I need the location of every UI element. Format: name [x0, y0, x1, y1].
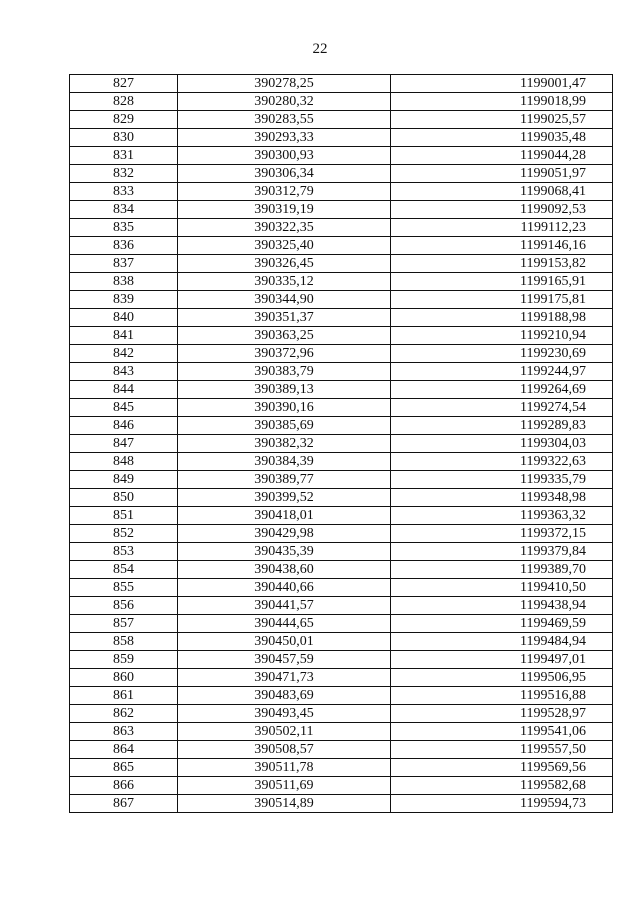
point-number-cell: 844	[70, 381, 178, 399]
x-coordinate-cell: 390306,34	[178, 165, 391, 183]
point-number-cell: 847	[70, 435, 178, 453]
y-coordinate-cell: 1199410,50	[391, 579, 613, 597]
point-number-cell: 850	[70, 489, 178, 507]
point-number-cell: 848	[70, 453, 178, 471]
x-coordinate-cell: 390493,45	[178, 705, 391, 723]
point-number-cell: 835	[70, 219, 178, 237]
x-coordinate-cell: 390435,39	[178, 543, 391, 561]
point-number-cell: 830	[70, 129, 178, 147]
x-coordinate-cell: 390438,60	[178, 561, 391, 579]
point-number-cell: 828	[70, 93, 178, 111]
table-row	[70, 471, 613, 489]
point-number-cell: 861	[70, 687, 178, 705]
table-row	[70, 129, 613, 147]
y-coordinate-cell: 1199044,28	[391, 147, 613, 165]
table-row	[70, 381, 613, 399]
x-coordinate-cell: 390389,13	[178, 381, 391, 399]
y-coordinate-cell: 1199289,83	[391, 417, 613, 435]
y-coordinate-cell: 1199348,98	[391, 489, 613, 507]
table-row	[70, 219, 613, 237]
point-number-cell: 858	[70, 633, 178, 651]
y-coordinate-cell: 1199582,68	[391, 777, 613, 795]
x-coordinate-cell: 390322,35	[178, 219, 391, 237]
y-coordinate-cell: 1199372,15	[391, 525, 613, 543]
y-coordinate-cell: 1199569,56	[391, 759, 613, 777]
y-coordinate-cell: 1199068,41	[391, 183, 613, 201]
x-coordinate-cell: 390372,96	[178, 345, 391, 363]
x-coordinate-cell: 390389,77	[178, 471, 391, 489]
x-coordinate-cell: 390511,78	[178, 759, 391, 777]
table-row	[70, 201, 613, 219]
point-number-cell: 851	[70, 507, 178, 525]
x-coordinate-cell: 390385,69	[178, 417, 391, 435]
point-number-cell: 839	[70, 291, 178, 309]
table-row	[70, 327, 613, 345]
point-number-cell: 836	[70, 237, 178, 255]
x-coordinate-cell: 390283,55	[178, 111, 391, 129]
point-number-cell: 864	[70, 741, 178, 759]
y-coordinate-cell: 1199469,59	[391, 615, 613, 633]
y-coordinate-cell: 1199506,95	[391, 669, 613, 687]
table-row	[70, 75, 613, 93]
y-coordinate-cell: 1199438,94	[391, 597, 613, 615]
table-row	[70, 417, 613, 435]
x-coordinate-cell: 390351,37	[178, 309, 391, 327]
x-coordinate-cell: 390312,79	[178, 183, 391, 201]
table-row	[70, 165, 613, 183]
y-coordinate-cell: 1199230,69	[391, 345, 613, 363]
point-number-cell: 840	[70, 309, 178, 327]
point-number-cell: 837	[70, 255, 178, 273]
y-coordinate-cell: 1199335,79	[391, 471, 613, 489]
y-coordinate-cell: 1199516,88	[391, 687, 613, 705]
y-coordinate-cell: 1199484,94	[391, 633, 613, 651]
y-coordinate-cell: 1199025,57	[391, 111, 613, 129]
y-coordinate-cell: 1199210,94	[391, 327, 613, 345]
y-coordinate-cell: 1199389,70	[391, 561, 613, 579]
point-number-cell: 855	[70, 579, 178, 597]
y-coordinate-cell: 1199557,50	[391, 741, 613, 759]
x-coordinate-cell: 390335,12	[178, 273, 391, 291]
point-number-cell: 832	[70, 165, 178, 183]
point-number-cell: 856	[70, 597, 178, 615]
table-row	[70, 759, 613, 777]
table-row	[70, 435, 613, 453]
point-number-cell: 865	[70, 759, 178, 777]
point-number-cell: 841	[70, 327, 178, 345]
x-coordinate-cell: 390450,01	[178, 633, 391, 651]
table-row	[70, 525, 613, 543]
y-coordinate-cell: 1199594,73	[391, 795, 613, 813]
table-row	[70, 255, 613, 273]
y-coordinate-cell: 1199165,91	[391, 273, 613, 291]
x-coordinate-cell: 390483,69	[178, 687, 391, 705]
table-row	[70, 741, 613, 759]
point-number-cell: 827	[70, 75, 178, 93]
x-coordinate-cell: 390444,65	[178, 615, 391, 633]
y-coordinate-cell: 1199153,82	[391, 255, 613, 273]
table-row	[70, 345, 613, 363]
table-row	[70, 111, 613, 129]
x-coordinate-cell: 390383,79	[178, 363, 391, 381]
y-coordinate-cell: 1199175,81	[391, 291, 613, 309]
table-row	[70, 399, 613, 417]
y-coordinate-cell: 1199363,32	[391, 507, 613, 525]
x-coordinate-cell: 390325,40	[178, 237, 391, 255]
x-coordinate-cell: 390502,11	[178, 723, 391, 741]
table-row	[70, 561, 613, 579]
x-coordinate-cell: 390429,98	[178, 525, 391, 543]
y-coordinate-cell: 1199264,69	[391, 381, 613, 399]
y-coordinate-cell: 1199188,98	[391, 309, 613, 327]
x-coordinate-cell: 390300,93	[178, 147, 391, 165]
table-row	[70, 651, 613, 669]
x-coordinate-cell: 390384,39	[178, 453, 391, 471]
y-coordinate-cell: 1199018,99	[391, 93, 613, 111]
x-coordinate-cell: 390319,19	[178, 201, 391, 219]
point-number-cell: 863	[70, 723, 178, 741]
coordinates-table	[69, 74, 613, 813]
x-coordinate-cell: 390418,01	[178, 507, 391, 525]
table-row	[70, 579, 613, 597]
x-coordinate-cell: 390363,25	[178, 327, 391, 345]
y-coordinate-cell: 1199274,54	[391, 399, 613, 417]
x-coordinate-cell: 390511,69	[178, 777, 391, 795]
table-row	[70, 669, 613, 687]
table-row	[70, 615, 613, 633]
point-number-cell: 843	[70, 363, 178, 381]
x-coordinate-cell: 390514,89	[178, 795, 391, 813]
table-row	[70, 633, 613, 651]
x-coordinate-cell: 390441,57	[178, 597, 391, 615]
y-coordinate-cell: 1199379,84	[391, 543, 613, 561]
coordinates-table-body	[70, 75, 613, 813]
point-number-cell: 857	[70, 615, 178, 633]
y-coordinate-cell: 1199541,06	[391, 723, 613, 741]
point-number-cell: 834	[70, 201, 178, 219]
point-number-cell: 853	[70, 543, 178, 561]
y-coordinate-cell: 1199112,23	[391, 219, 613, 237]
table-row	[70, 237, 613, 255]
table-row	[70, 93, 613, 111]
table-row	[70, 507, 613, 525]
table-row	[70, 777, 613, 795]
x-coordinate-cell: 390326,45	[178, 255, 391, 273]
x-coordinate-cell: 390293,33	[178, 129, 391, 147]
point-number-cell: 849	[70, 471, 178, 489]
point-number-cell: 838	[70, 273, 178, 291]
point-number-cell: 842	[70, 345, 178, 363]
y-coordinate-cell: 1199146,16	[391, 237, 613, 255]
point-number-cell: 852	[70, 525, 178, 543]
x-coordinate-cell: 390399,52	[178, 489, 391, 507]
point-number-cell: 862	[70, 705, 178, 723]
point-number-cell: 860	[70, 669, 178, 687]
table-row	[70, 309, 613, 327]
point-number-cell: 854	[70, 561, 178, 579]
x-coordinate-cell: 390382,32	[178, 435, 391, 453]
point-number-cell: 859	[70, 651, 178, 669]
x-coordinate-cell: 390440,66	[178, 579, 391, 597]
x-coordinate-cell: 390344,90	[178, 291, 391, 309]
y-coordinate-cell: 1199092,53	[391, 201, 613, 219]
table-row	[70, 363, 613, 381]
x-coordinate-cell: 390390,16	[178, 399, 391, 417]
point-number-cell: 829	[70, 111, 178, 129]
x-coordinate-cell: 390471,73	[178, 669, 391, 687]
x-coordinate-cell: 390278,25	[178, 75, 391, 93]
table-row	[70, 543, 613, 561]
x-coordinate-cell: 390280,32	[178, 93, 391, 111]
page-number: 22	[312, 41, 328, 57]
point-number-cell: 867	[70, 795, 178, 813]
table-row	[70, 705, 613, 723]
y-coordinate-cell: 1199322,63	[391, 453, 613, 471]
point-number-cell: 845	[70, 399, 178, 417]
x-coordinate-cell: 390457,59	[178, 651, 391, 669]
table-row	[70, 597, 613, 615]
y-coordinate-cell: 1199244,97	[391, 363, 613, 381]
table-row	[70, 291, 613, 309]
table-row	[70, 183, 613, 201]
point-number-cell: 866	[70, 777, 178, 795]
y-coordinate-cell: 1199001,47	[391, 75, 613, 93]
table-row	[70, 723, 613, 741]
y-coordinate-cell: 1199035,48	[391, 129, 613, 147]
table-row	[70, 687, 613, 705]
point-number-cell: 833	[70, 183, 178, 201]
point-number-cell: 846	[70, 417, 178, 435]
point-number-cell: 831	[70, 147, 178, 165]
y-coordinate-cell: 1199304,03	[391, 435, 613, 453]
y-coordinate-cell: 1199051,97	[391, 165, 613, 183]
x-coordinate-cell: 390508,57	[178, 741, 391, 759]
table-row	[70, 795, 613, 813]
table-row	[70, 453, 613, 471]
table-row	[70, 273, 613, 291]
y-coordinate-cell: 1199528,97	[391, 705, 613, 723]
y-coordinate-cell: 1199497,01	[391, 651, 613, 669]
table-row	[70, 147, 613, 165]
table-row	[70, 489, 613, 507]
